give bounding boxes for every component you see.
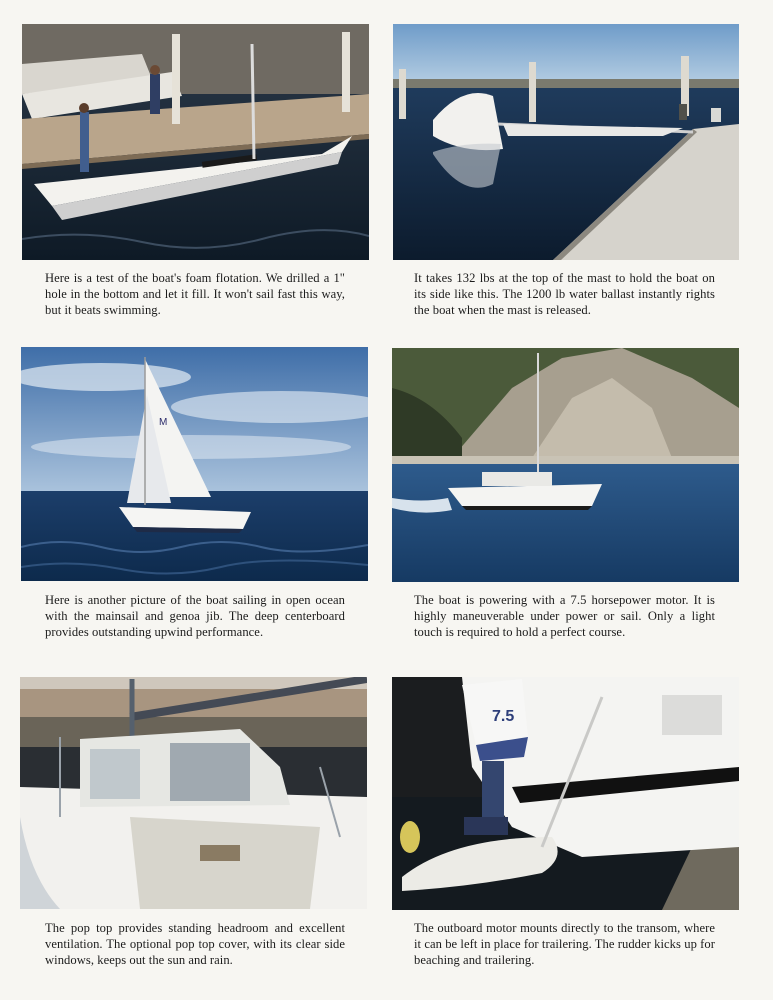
knockdown-test-caption: It takes 132 lbs at the top of the mast to hold the boat on its side like this. The 1200 lb water ballast instantly rights the boat when the mast is released.: [414, 271, 715, 317]
motor-label: 7.5: [492, 708, 515, 725]
pop-top-cover-caption: The pop top provides standing headroom and excellent ventilation. The optional pop top cover, with its clear side windows, keeps out the sun and rain.: [45, 921, 345, 967]
flotation-test-photo: [22, 24, 369, 260]
open-ocean-sailing-photo: [21, 347, 368, 581]
open-ocean-sailing-caption: Here is another picture of the boat sailing in open ocean with the mainsail and genoa jib. The deep centerboard provides outstanding upwind performance.: [45, 593, 345, 639]
powering-under-motor-caption: The boat is powering with a 7.5 horsepower motor. It is highly maneuverable under power or sail. Only a light touch is required to hold a perfect course.: [414, 593, 715, 639]
powering-under-motor-photo: [392, 348, 739, 582]
pop-top-cover-photo: [20, 677, 367, 909]
svg-text:M: M: [159, 417, 168, 428]
outboard-motor-rudder-photo: [392, 677, 739, 910]
knockdown-test-photo: [393, 24, 739, 260]
flotation-test-caption: Here is a test of the boat's foam flotation. We drilled a 1" hole in the bottom and let it fill. It won't sail fast this way, but it beats swimming.: [45, 271, 345, 317]
outboard-motor-rudder-caption: The outboard motor mounts directly to the transom, where it can be left in place for trailering. The rudder kicks up for beaching and trailering.: [414, 921, 715, 967]
